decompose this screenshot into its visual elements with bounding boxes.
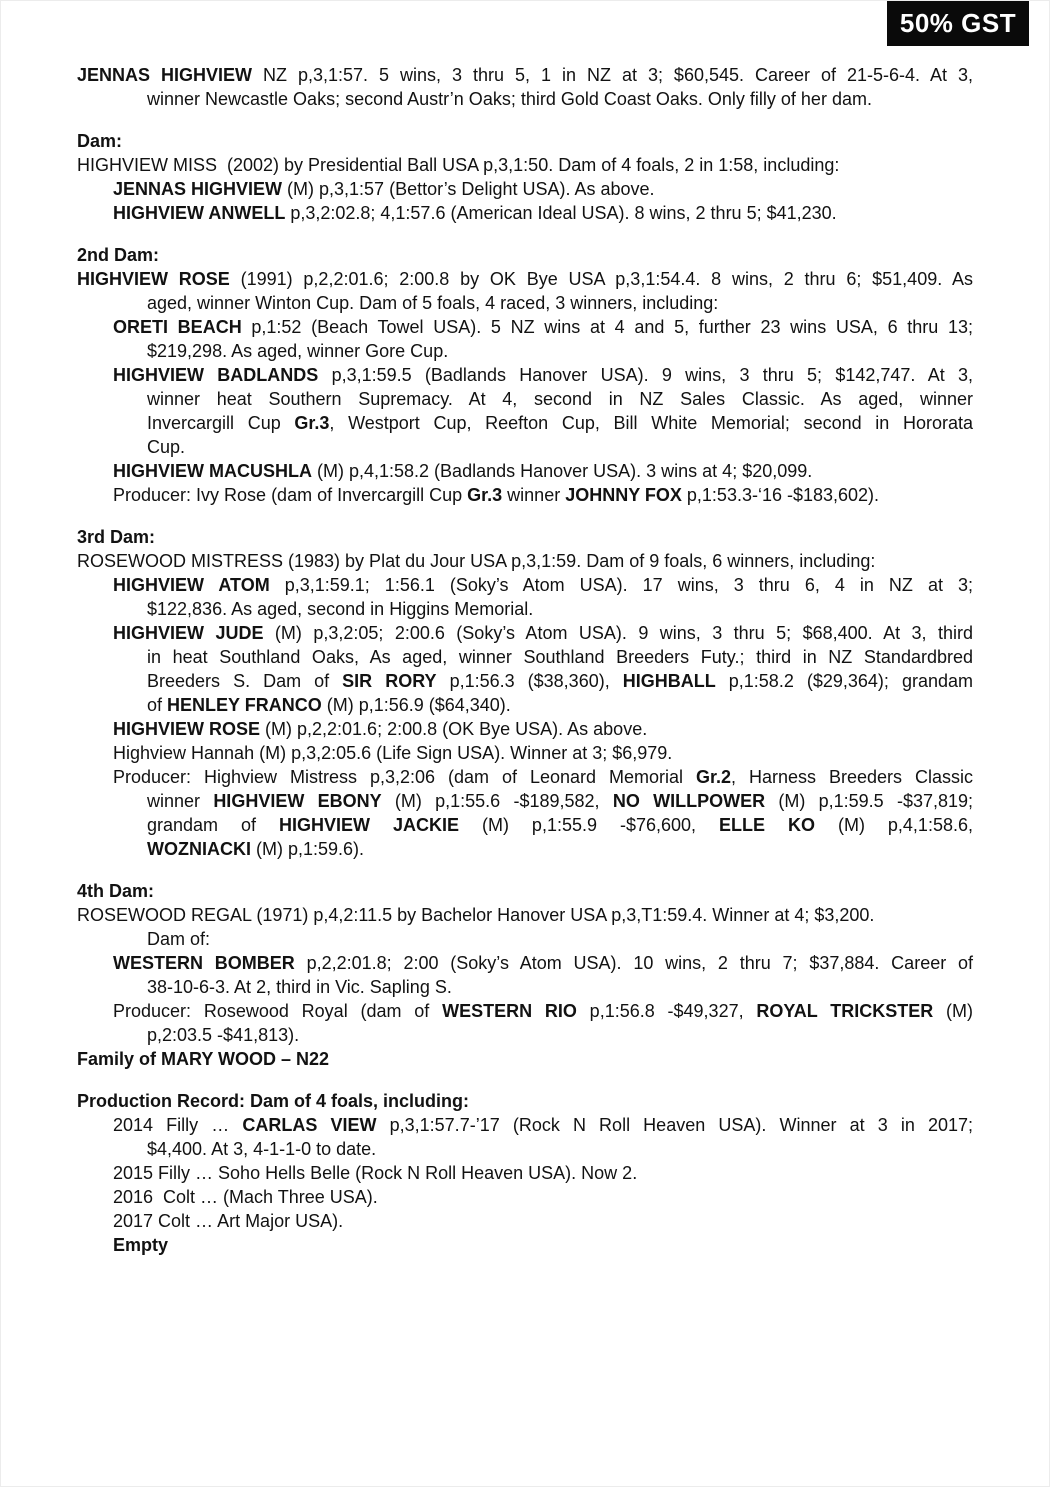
dam-foal-line: JENNAS HIGHVIEW (M) p,3,1:57 (Bettor’s Delight USA). As above. — [113, 179, 655, 199]
second-dam-heading: 2nd Dam: — [77, 245, 160, 265]
third-dam-foal-line: Breeders S. Dam of SIR RORY p,1:56.3 ($38,360), HIGHBALL p,1:58.2 ($29,364); grandam — [147, 671, 973, 691]
pedigree-text-block — [77, 63, 973, 1257]
lot-summary-line: winner Newcastle Oaks; second Austr’n Oaks; third Gold Coast Oaks. Only filly of her dam. — [147, 89, 872, 109]
dam-line: HIGHVIEW MISS (2002) by Presidential Ball USA p,3,1:50. Dam of 4 foals, 2 in 1:58, including: — [77, 155, 840, 175]
gst-badge-label: 50% GST — [899, 8, 1017, 38]
producer-line: Producer: Rosewood Royal (dam of WESTERN RIO p,1:56.8 -$49,327, ROYAL TRICKSTER (M) — [113, 1001, 973, 1021]
third-dam-foal-line: in heat Southland Oaks, As aged, winner Southland Breeders Futy.; third in NZ Standardbred — [147, 647, 973, 667]
producer-line: p,2:03.5 -$41,813). — [147, 1025, 300, 1045]
third-dam-foal-line: HIGHVIEW JUDE (M) p,3,2:05; 2:00.6 (Soky’s Atom USA). 9 wins, 3 thru 5; $68,400. At 3, third — [113, 623, 973, 643]
third-dam-line: ROSEWOOD MISTRESS (1983) by Plat du Jour USA p,3,1:59. Dam of 9 foals, 6 winners, including: — [77, 551, 876, 571]
fourth-dam-line: Dam of: — [147, 929, 211, 949]
second-dam-foal-line: Invercargill Cup Gr.3, Westport Cup, Reefton Cup, Bill White Memorial; second in Hororata — [147, 413, 973, 433]
producer-line: grandam of HIGHVIEW JACKIE (M) p,1:55.9 -$76,600, ELLE KO (M) p,4,1:58.6, — [147, 815, 973, 835]
producer-line: WOZNIACKI (M) p,1:59.6). — [147, 839, 365, 859]
second-dam-foal-line: Cup. — [147, 437, 186, 457]
fourth-dam-foal-line: 38-10-6-3. At 2, third in Vic. Sapling S. — [147, 977, 452, 997]
fourth-dam-heading: 4th Dam: — [77, 881, 155, 901]
production-record-heading: Production Record: Dam of 4 foals, including: — [77, 1091, 470, 1111]
second-dam-line: HIGHVIEW ROSE (1991) p,2,2:01.6; 2:00.8 by OK Bye USA p,3,1:54.4. 8 wins, 2 thru 6; $51,409. As — [77, 269, 974, 289]
producer-line: Producer: Ivy Rose (dam of Invercargill Cup Gr.3 winner JOHNNY FOX p,1:53.3-‘16 -$183,602). — [113, 485, 880, 505]
producer-line: Producer: Highview Mistress p,3,2:06 (dam of Leonard Memorial Gr.2, Harness Breeders Classic — [113, 767, 973, 787]
empty-status-line: Empty — [113, 1235, 169, 1255]
production-foal-line: 2014 Filly … CARLAS VIEW p,3,1:57.7-’17 (Rock N Roll Heaven USA). Winner at 3 in 2017; — [113, 1115, 974, 1135]
production-foal-line: $4,400. At 3, 4-1-1-0 to date. — [147, 1139, 377, 1159]
fourth-dam-line: ROSEWOOD REGAL (1971) p,4,2:11.5 by Bachelor Hanover USA p,3,T1:59.4. Winner at 4; $3,200. — [77, 905, 875, 925]
dam-foal-line: HIGHVIEW ANWELL p,3,2:02.8; 4,1:57.6 (American Ideal USA). 8 wins, 2 thru 5; $41,230. — [113, 203, 837, 223]
second-dam-foal-line: HIGHVIEW BADLANDS p,3,1:59.5 (Badlands Hanover USA). 9 wins, 3 thru 5; $142,747. At 3, — [113, 365, 973, 385]
second-dam-line: aged, winner Winton Cup. Dam of 5 foals, 4 raced, 3 winners, including: — [147, 293, 719, 313]
lot-summary-line: JENNAS HIGHVIEW NZ p,3,1:57. 5 wins, 3 thru 5, 1 in NZ at 3; $60,545. Career of 21-5-6-4. At 3, — [77, 65, 974, 85]
third-dam-foal-line: HIGHVIEW ROSE (M) p,2,2:01.6; 2:00.8 (OK Bye USA). As above. — [113, 719, 648, 739]
second-dam-foal-line: winner heat Southern Supremacy. At 4, second in NZ Sales Classic. As aged, winner — [147, 389, 973, 409]
third-dam-foal-line: HIGHVIEW ATOM p,3,1:59.1; 1:56.1 (Soky’s Atom USA). 17 wins, 3 thru 6, 4 in NZ at 3; — [113, 575, 973, 595]
gst-badge — [887, 1, 1029, 46]
third-dam-heading: 3rd Dam: — [77, 527, 156, 547]
production-foal-line: 2015 Filly … Soho Hells Belle (Rock N Roll Heaven USA). Now 2. — [113, 1163, 638, 1183]
producer-line: winner HIGHVIEW EBONY (M) p,1:55.6 -$189,582, NO WILLPOWER (M) p,1:59.5 -$37,819; — [147, 791, 974, 811]
second-dam-foal-line: HIGHVIEW MACUSHLA (M) p,4,1:58.2 (Badlands Hanover USA). 3 wins at 4; $20,099. — [113, 461, 813, 481]
third-dam-foal-line: Highview Hannah (M) p,3,2:05.6 (Life Sign USA). Winner at 3; $6,979. — [113, 743, 673, 763]
family-line: Family of MARY WOOD – N22 — [77, 1049, 330, 1069]
second-dam-foal-line: ORETI BEACH p,1:52 (Beach Towel USA). 5 NZ wins at 4 and 5, further 23 wins USA, 6 thru 13; — [113, 317, 973, 337]
fourth-dam-foal-line: WESTERN BOMBER p,2,2:01.8; 2:00 (Soky’s Atom USA). 10 wins, 2 thru 7; $37,884. Career of — [113, 953, 974, 973]
dam-heading: Dam: — [77, 131, 123, 151]
third-dam-foal-line: of HENLEY FRANCO (M) p,1:56.9 ($64,340). — [147, 695, 511, 715]
production-foal-line: 2016 Colt … (Mach Three USA). — [113, 1187, 378, 1207]
second-dam-foal-line: $219,298. As aged, winner Gore Cup. — [147, 341, 449, 361]
third-dam-foal-line: $122,836. As aged, second in Higgins Memorial. — [147, 599, 534, 619]
production-foal-line: 2017 Colt … Art Major USA). — [113, 1211, 344, 1231]
